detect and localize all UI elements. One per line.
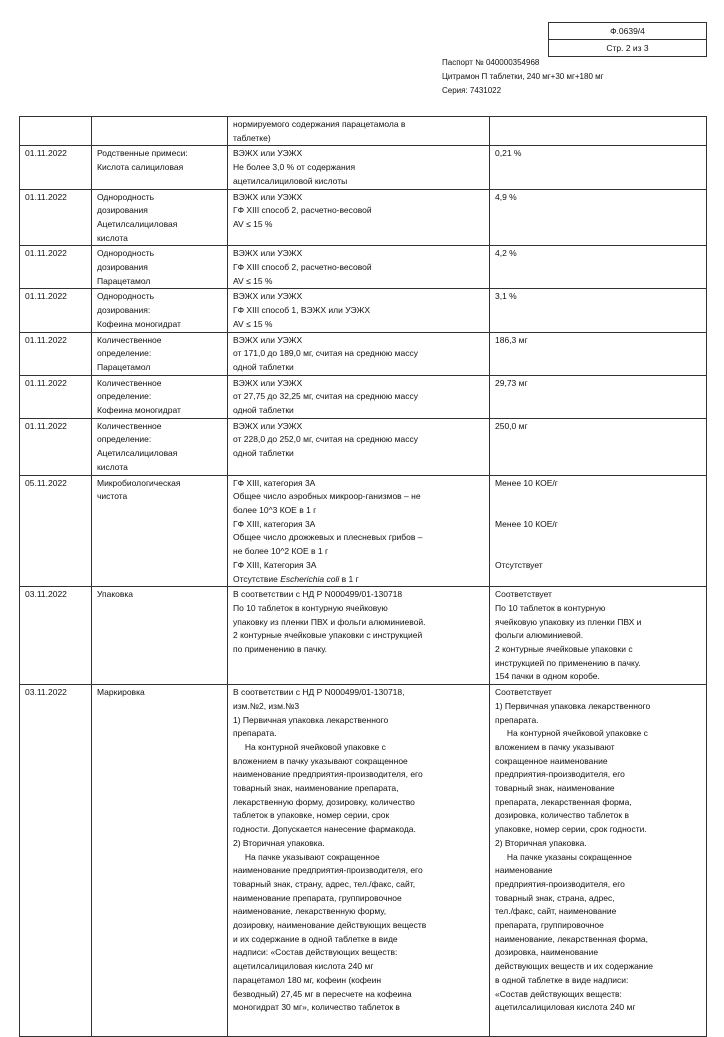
test-specification bbox=[228, 189, 490, 246]
cell-line: Родственные примеси: bbox=[97, 148, 188, 159]
cell-line: Ацетилсалициловая bbox=[97, 448, 178, 459]
test-result bbox=[490, 332, 707, 375]
cell-line: упаковку из пленки ПВХ и фольги алюминиевой. bbox=[233, 616, 426, 627]
cell-line: ВЭЖХ или УЭЖХ bbox=[233, 191, 303, 202]
cell-line: 4,2 % bbox=[495, 248, 517, 259]
cell-line: По 10 таблеток в контурную ячейковую bbox=[233, 602, 388, 613]
cell-line: AV ≤ 15 % bbox=[233, 218, 273, 229]
cell-line: 1) Первичная упаковка лекарственного bbox=[495, 700, 651, 711]
test-specification bbox=[228, 117, 490, 146]
test-specification bbox=[228, 146, 490, 189]
cell-line: предприятия-производителя, его bbox=[495, 878, 625, 889]
cell-line: дозировку, наименование действующих веществ bbox=[233, 920, 427, 931]
cell-line: 2) Вторичная упаковка. bbox=[495, 837, 587, 848]
cell-line: Количественное bbox=[97, 334, 162, 345]
cell-line: наименование, лекарственная форма, bbox=[495, 933, 648, 944]
test-date: 01.11.2022 bbox=[20, 332, 92, 375]
cell-line: не более 10^2 КОЕ в 1 г bbox=[233, 546, 329, 557]
cell-line: моногидрат 30 мг», количество таблеток в bbox=[233, 1002, 400, 1013]
cell-line: 2) Вторичная упаковка. bbox=[233, 837, 325, 848]
test-date: 03.11.2022 bbox=[20, 685, 92, 1037]
cell-line: Общее число дрожжевых и плесневых грибов – bbox=[233, 532, 423, 543]
cell-line: более 10^3 КОЕ в 1 г bbox=[233, 504, 317, 515]
test-specification bbox=[228, 289, 490, 332]
cell-line: Кофеина моногидрат bbox=[97, 405, 181, 416]
table-row bbox=[20, 587, 707, 685]
cell-line: На пачке указаны сокращенное bbox=[506, 851, 632, 862]
test-result bbox=[490, 375, 707, 418]
cell-line: наименование предприятия-производителя, его bbox=[233, 865, 423, 876]
test-date: 01.11.2022 bbox=[20, 189, 92, 246]
test-result bbox=[490, 146, 707, 189]
test-name bbox=[92, 117, 228, 146]
cell-line: Менее 10 КОЕ/г bbox=[495, 518, 558, 529]
test-result bbox=[490, 117, 707, 146]
cell-line: ВЭЖХ или УЭЖХ bbox=[233, 377, 303, 388]
cell-line: ГФ XIII, категория 3А bbox=[233, 518, 316, 529]
cell-line: от 228,0 до 252,0 мг, считая на среднюю массу bbox=[233, 434, 418, 445]
cell-line: надписи: «Состав действующих веществ: bbox=[233, 947, 398, 958]
cell-line: и их содержание в одной таблетке в виде bbox=[233, 933, 398, 944]
test-name bbox=[92, 146, 228, 189]
cell-line: от 171,0 до 189,0 мг, считая на среднюю массу bbox=[233, 348, 418, 359]
table-row bbox=[20, 418, 707, 475]
cell-line: На пачке указывают сокращенное bbox=[244, 851, 380, 862]
cell-line: товарный знак, страну, адрес, тел./факс, сайт, bbox=[233, 878, 416, 889]
cell-line: одной таблетки bbox=[233, 448, 294, 459]
cell-line: Кислота салициловая bbox=[97, 162, 184, 173]
page-number: Стр. 2 из 3 bbox=[549, 39, 706, 56]
test-specification bbox=[228, 246, 490, 289]
table-row bbox=[20, 332, 707, 375]
cell-line: наименование bbox=[495, 865, 553, 876]
cell-line: 2 контурные ячейковые упаковки с bbox=[495, 644, 633, 655]
test-result bbox=[490, 189, 707, 246]
cell-line: Общее число аэробных микроор-ганизмов – не bbox=[233, 491, 421, 502]
test-specification bbox=[228, 418, 490, 475]
cell-line: товарный знак, наименование препарата, bbox=[233, 783, 399, 794]
cell-line: препарата. bbox=[233, 728, 277, 739]
test-specification bbox=[228, 332, 490, 375]
cell-line: ВЭЖХ или УЭЖХ bbox=[233, 291, 303, 302]
cell-line: ацетилсалициловой кислоты bbox=[233, 175, 348, 186]
cell-line: определение: bbox=[97, 348, 152, 359]
cell-line: кислота bbox=[97, 232, 128, 243]
test-name bbox=[92, 189, 228, 246]
cell-line bbox=[495, 504, 702, 518]
cell-line: ВЭЖХ или УЭЖХ bbox=[233, 420, 303, 431]
cell-line: дозирования bbox=[97, 262, 148, 273]
form-code-box bbox=[548, 22, 707, 57]
table-row bbox=[20, 117, 707, 146]
cell-line: таблетке) bbox=[233, 132, 271, 143]
cell-line: чистота bbox=[97, 491, 128, 502]
cell-line: Микробиологическая bbox=[97, 477, 181, 488]
cell-line: Парацетамол bbox=[97, 275, 151, 286]
cell-line: изм.№2, изм.№3 bbox=[233, 700, 300, 711]
cell-line: нормируемого содержания парацетамола в bbox=[233, 119, 406, 129]
test-name bbox=[92, 587, 228, 685]
cell-line: фольги алюминиевой. bbox=[495, 630, 584, 641]
test-result bbox=[490, 685, 707, 1037]
cell-line: Упаковка bbox=[97, 589, 134, 600]
cell-line: «Состав действующих веществ: bbox=[495, 988, 622, 999]
cell-line: кислота bbox=[97, 461, 128, 472]
cell-line: дозировка, количество таблеток в bbox=[495, 810, 629, 821]
cell-line: товарный знак, страна, адрес, bbox=[495, 892, 615, 903]
test-name bbox=[92, 685, 228, 1037]
cell-line bbox=[495, 490, 702, 504]
cell-line: годности. Допускается нанесение фармакода. bbox=[233, 824, 416, 835]
product-name: Цитрамон П таблетки, 240 мг+30 мг+180 мг bbox=[442, 72, 604, 81]
test-results-table bbox=[19, 116, 707, 1037]
test-result bbox=[490, 475, 707, 587]
test-name bbox=[92, 332, 228, 375]
table-row bbox=[20, 685, 707, 1037]
cell-line: ВЭЖХ или УЭЖХ bbox=[233, 334, 303, 345]
cell-line: Ацетилсалициловая bbox=[97, 218, 178, 229]
cell-line: препарата, группировочное bbox=[495, 920, 604, 931]
test-result bbox=[490, 418, 707, 475]
cell-line: одной таблетки bbox=[233, 361, 294, 372]
cell-line: одной таблетки bbox=[233, 405, 294, 416]
cell-line: Соответствует bbox=[495, 687, 552, 698]
cell-line: лекарственную форму, дозировку, количество bbox=[233, 796, 415, 807]
cell-line: AV ≤ 15 % bbox=[233, 275, 273, 286]
cell-line: сокращенное наименование bbox=[495, 755, 608, 766]
cell-line: действующих веществ и их содержание bbox=[495, 961, 654, 972]
test-date: 03.11.2022 bbox=[20, 587, 92, 685]
cell-line: ВЭЖХ или УЭЖХ bbox=[233, 148, 303, 159]
test-name bbox=[92, 418, 228, 475]
test-date: 01.11.2022 bbox=[20, 246, 92, 289]
cell-line: 1) Первичная упаковка лекарственного bbox=[233, 714, 389, 725]
cell-line: 154 пачки в одном коробе. bbox=[495, 671, 600, 682]
cell-line: По 10 таблеток в контурную bbox=[495, 602, 606, 613]
cell-line: ВЭЖХ или УЭЖХ bbox=[233, 248, 303, 259]
cell-line: товарный знак, наименование bbox=[495, 783, 615, 794]
cell-line: Соответствует bbox=[495, 589, 552, 600]
test-specification bbox=[228, 685, 490, 1037]
test-result bbox=[490, 587, 707, 685]
cell-line: от 27,75 до 32,25 мг, считая на среднюю массу bbox=[233, 391, 418, 402]
cell-line: Отсутствует bbox=[495, 559, 543, 570]
cell-line: упаковке, номер серии, срок годности. bbox=[495, 824, 647, 835]
cell-line: по применению в пачку. bbox=[233, 644, 327, 655]
cell-line: На контурной ячейковой упаковке с bbox=[506, 728, 648, 739]
cell-line: В соответствии с НД Р N000499/01-130718, bbox=[233, 687, 405, 698]
test-date: 01.11.2022 bbox=[20, 289, 92, 332]
cell-line: наименование, лекарственную форму, bbox=[233, 906, 387, 917]
test-specification bbox=[228, 587, 490, 685]
passport-header bbox=[442, 56, 604, 98]
test-date: 01.11.2022 bbox=[20, 375, 92, 418]
cell-line: дозирования bbox=[97, 205, 148, 216]
test-name bbox=[92, 246, 228, 289]
cell-line: вложением в пачку указывают bbox=[495, 741, 615, 752]
cell-line: На контурной ячейковой упаковке с bbox=[244, 741, 386, 752]
cell-line: В соответствии с НД Р N000499/01-130718 bbox=[233, 589, 403, 600]
table-row bbox=[20, 246, 707, 289]
cell-line: Отсутствие Escherichia coli в 1 г bbox=[233, 573, 359, 584]
test-name bbox=[92, 375, 228, 418]
cell-line: препарата. bbox=[495, 714, 539, 725]
test-specification bbox=[228, 375, 490, 418]
cell-line: ГФ XIII способ 1, ВЭЖХ или УЭЖХ bbox=[233, 305, 370, 316]
table-row bbox=[20, 375, 707, 418]
table-row bbox=[20, 289, 707, 332]
cell-line: Однородность bbox=[97, 191, 155, 202]
test-specification bbox=[228, 475, 490, 587]
cell-line: ГФ XIII, категория 3А bbox=[233, 477, 316, 488]
test-date: 05.11.2022 bbox=[20, 475, 92, 587]
cell-line: Однородность bbox=[97, 291, 155, 302]
cell-line: вложением в пачку указывают сокращенное bbox=[233, 755, 408, 766]
cell-line: наименование препарата, группировочное bbox=[233, 892, 402, 903]
cell-line: 250,0 мг bbox=[495, 420, 528, 431]
table-row bbox=[20, 475, 707, 587]
cell-line: Однородность bbox=[97, 248, 155, 259]
cell-line bbox=[495, 545, 702, 559]
cell-line: Парацетамол bbox=[97, 361, 151, 372]
test-date: 01.11.2022 bbox=[20, 146, 92, 189]
cell-line: ацетилсалициловая кислота 240 мг bbox=[233, 961, 374, 972]
cell-line: таблеток в упаковке, номер серии, срок bbox=[233, 810, 390, 821]
cell-line: тел./факс, сайт, наименование bbox=[495, 906, 617, 917]
form-code: Ф.0639/4 bbox=[610, 26, 645, 36]
cell-line: 3,1 % bbox=[495, 291, 517, 302]
cell-line: ячейковую упаковку из пленки ПВХ и bbox=[495, 616, 642, 627]
cell-line: Количественное bbox=[97, 377, 162, 388]
cell-line: AV ≤ 15 % bbox=[233, 318, 273, 329]
cell-line: 2 контурные ячейковые упаковки с инструкцией bbox=[233, 630, 423, 641]
test-name bbox=[92, 289, 228, 332]
organism-name: Escherichia coli bbox=[280, 573, 340, 584]
cell-line: ацетилсалициловая кислота 240 мг bbox=[495, 1002, 636, 1013]
table-row bbox=[20, 146, 707, 189]
cell-line: в одной таблетке в виде надписи: bbox=[495, 974, 629, 985]
test-date: 01.11.2022 bbox=[20, 418, 92, 475]
test-date bbox=[20, 117, 92, 146]
cell-line: наименование предприятия-производителя, его bbox=[233, 769, 423, 780]
cell-line: Менее 10 КОЕ/г bbox=[495, 477, 558, 488]
cell-line: определение: bbox=[97, 391, 152, 402]
cell-line: 0,21 % bbox=[495, 148, 522, 159]
cell-line: безводный) 27,45 мг в пересчете на кофеина bbox=[233, 988, 412, 999]
cell-line: ГФ XIII, Категория 3А bbox=[233, 559, 317, 570]
cell-line: предприятия-производителя, его bbox=[495, 769, 625, 780]
cell-line: 29,73 мг bbox=[495, 377, 528, 388]
cell-line: препарата, лекарственная форма, bbox=[495, 796, 632, 807]
test-name bbox=[92, 475, 228, 587]
cell-line: инструкцией по применению в пачку. bbox=[495, 657, 641, 668]
cell-line: 186,3 мг bbox=[495, 334, 528, 345]
cell-line: Маркировка bbox=[97, 687, 145, 698]
cell-line: дозировка, наименование bbox=[495, 947, 599, 958]
cell-line: Количественное bbox=[97, 420, 162, 431]
table-row bbox=[20, 189, 707, 246]
cell-line: Кофеина моногидрат bbox=[97, 318, 181, 329]
cell-line: дозирования: bbox=[97, 305, 151, 316]
series-number: Серия: 7431022 bbox=[442, 86, 502, 95]
cell-line: ГФ XIII способ 2, расчетно-весовой bbox=[233, 262, 372, 273]
cell-line bbox=[495, 531, 702, 545]
cell-line: определение: bbox=[97, 434, 152, 445]
passport-number: Паспорт № 040000354968 bbox=[442, 58, 540, 67]
cell-line: Не более 3,0 % от содержания bbox=[233, 162, 356, 173]
test-result bbox=[490, 289, 707, 332]
cell-line: 4,9 % bbox=[495, 191, 517, 202]
cell-line: парацетамол 180 мг, кофеин (кофеин bbox=[233, 974, 382, 985]
test-result bbox=[490, 246, 707, 289]
cell-line: ГФ XIII способ 2, расчетно-весовой bbox=[233, 205, 372, 216]
